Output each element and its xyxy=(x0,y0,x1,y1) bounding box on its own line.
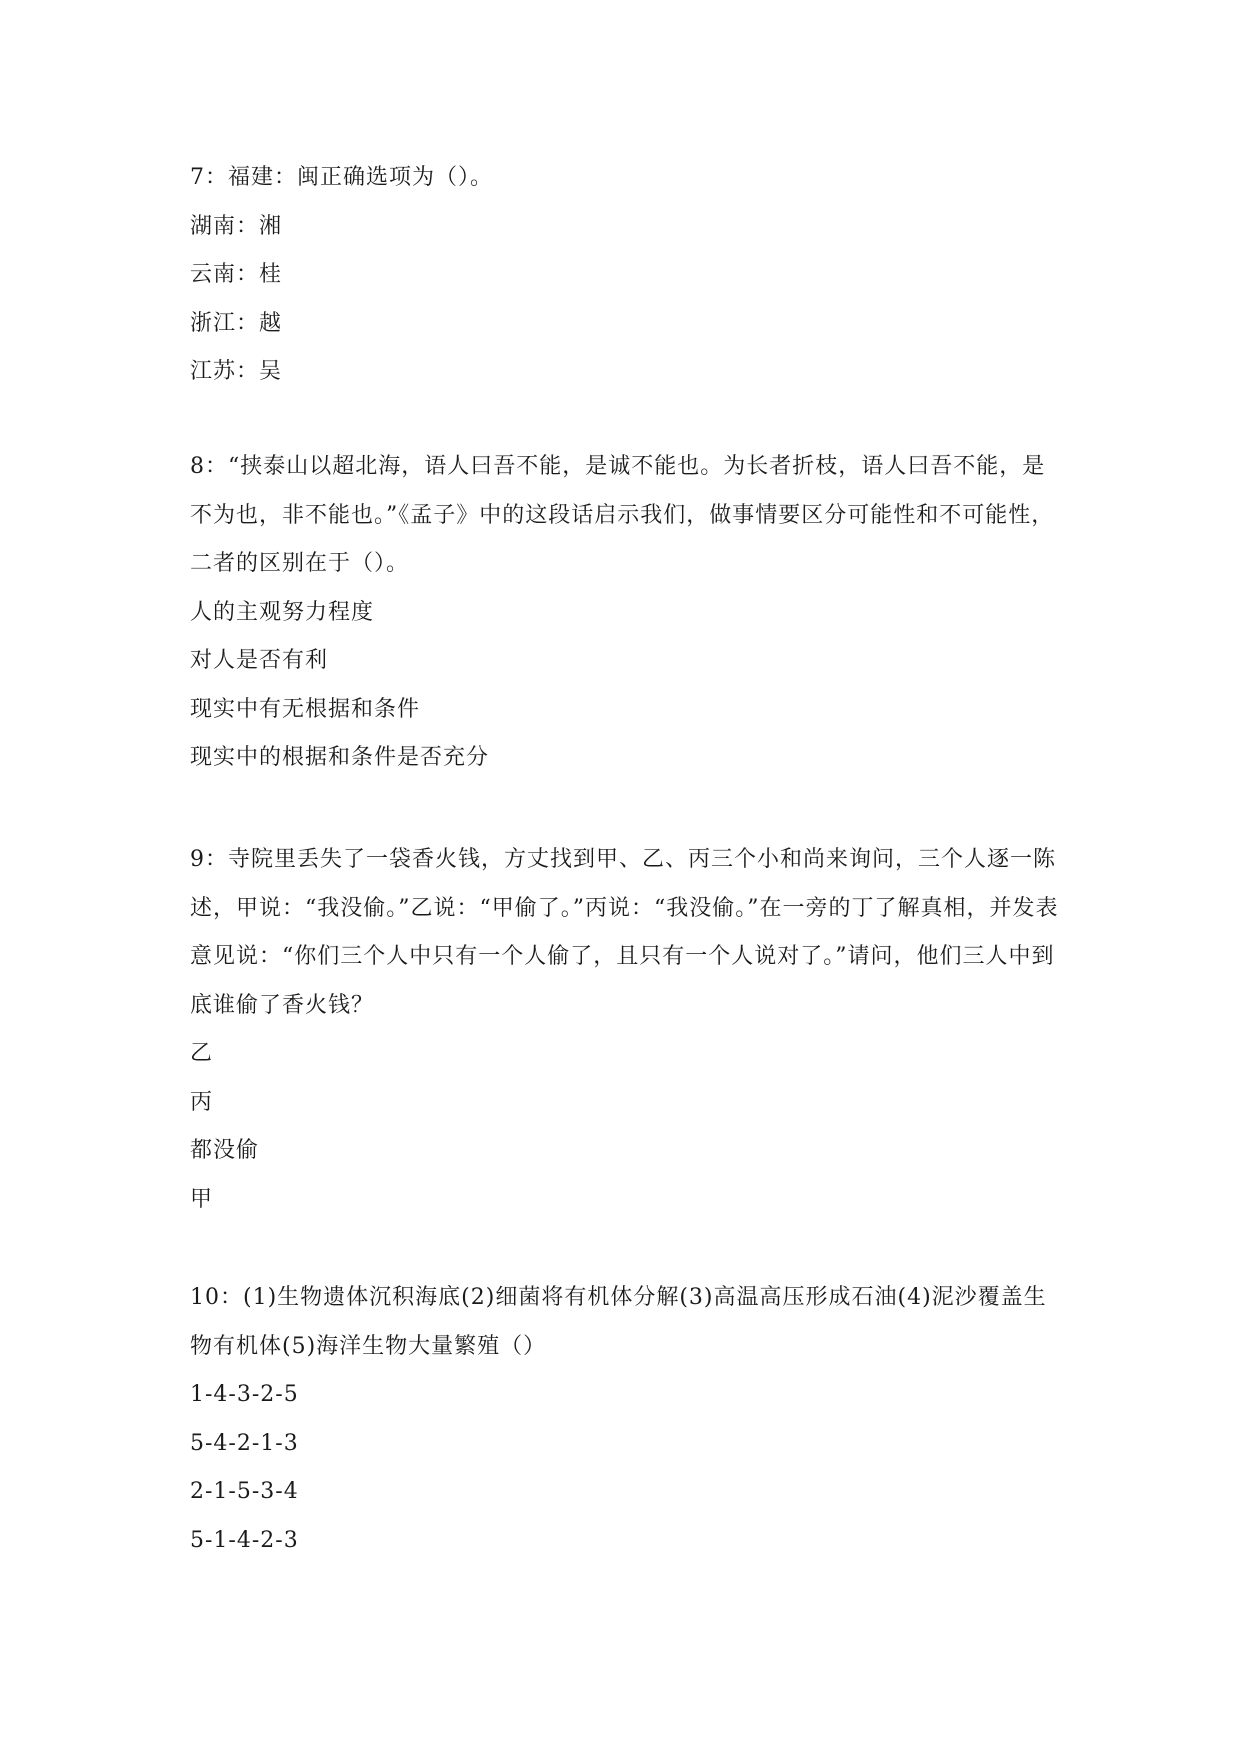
option-a: 1-4-3-2-5 xyxy=(190,1382,299,1407)
option-d: 江苏：吴 xyxy=(190,359,283,384)
option-b: 丙 xyxy=(190,1089,214,1115)
option-d: 现实中的根据和条件是否充分 xyxy=(190,745,490,770)
option-d: 5-1-4-2-3 xyxy=(190,1527,299,1553)
question-stem: 9：寺院里丢失了一袋香火钱，方丈找到甲、乙、丙三个小和尚来询问，三个人逐一陈述，甲说：“我没偷。”乙说：“甲偷了。”丙说：“我没偷。”在一旁的丁了解真相，并发表意见说：“你们三个人中只有一个人偷了，且只有一个人说对了。”请问，他们三人中到底谁偷了香火钱？ xyxy=(190,847,1059,1018)
question-stem: 7：福建：闽正确选项为（）。 xyxy=(190,165,493,190)
option-b: 5-4-2-1-3 xyxy=(190,1430,299,1456)
option-a: 湖南：湘 xyxy=(190,213,283,239)
option-c: 现实中有无根据和条件 xyxy=(190,696,421,722)
option-c: 浙江：越 xyxy=(190,310,283,336)
question-stem: 10：(1)生物遗体沉积海底(2)细菌将有机体分解(3)高温高压形成石油(4)泥沙覆盖生物有机体(5)海洋生物大量繁殖（） xyxy=(190,1285,1047,1359)
option-a: 人的主观努力程度 xyxy=(190,599,375,625)
question-8 xyxy=(190,443,1060,783)
question-10 xyxy=(190,1274,1060,1565)
question-stem: 8：“挟泰山以超北海，语人曰吾不能，是诚不能也。为长者折枝，语人曰吾不能，是不为也，非不能也。”《孟子》中的这段话启示我们，做事情要区分可能性和不可能性，二者的区别在于（）。 xyxy=(190,454,1055,576)
option-b: 对人是否有利 xyxy=(190,648,329,673)
question-7 xyxy=(190,154,1060,397)
option-c: 都没偷 xyxy=(190,1138,260,1163)
option-c: 2-1-5-3-4 xyxy=(190,1479,299,1504)
option-b: 云南：桂 xyxy=(190,262,283,287)
option-d: 甲 xyxy=(190,1186,214,1212)
option-a: 乙 xyxy=(190,1041,214,1066)
question-9 xyxy=(190,836,1060,1224)
